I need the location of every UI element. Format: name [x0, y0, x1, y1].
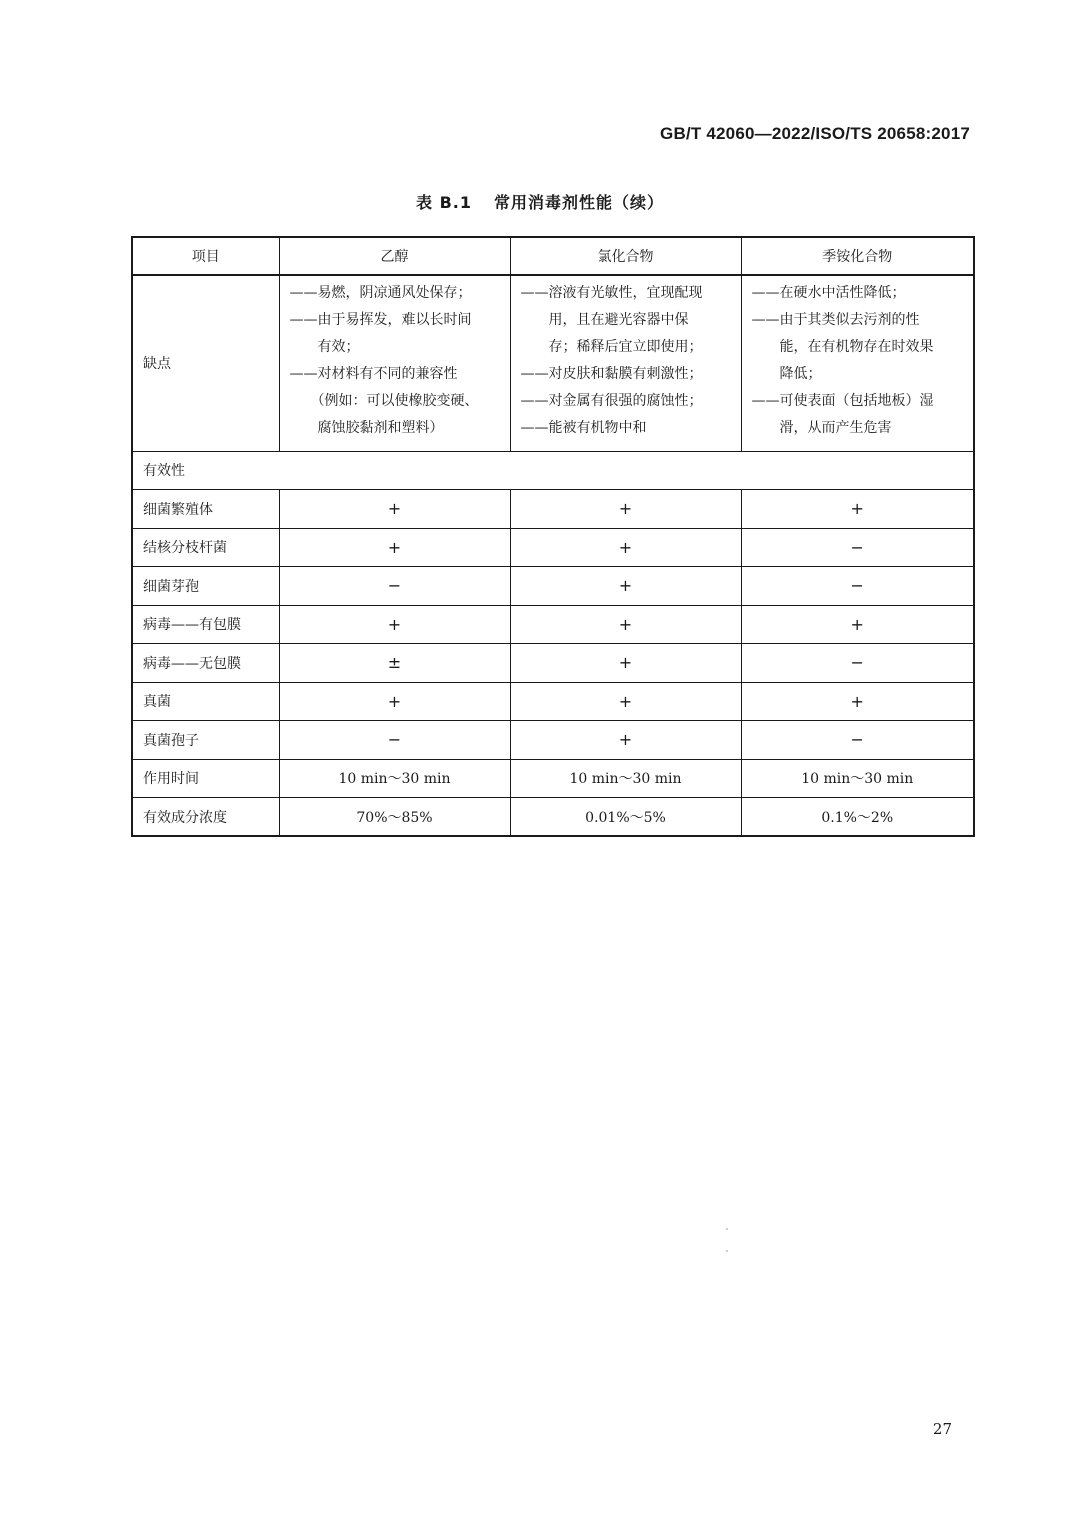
table-row [132, 759, 974, 798]
section-label: 有效性 [132, 451, 974, 490]
ethanol-cell: + [279, 682, 510, 721]
page-number: 27 [932, 1420, 952, 1438]
scan-speck [726, 1228, 728, 1230]
ethanol-cell: − [279, 567, 510, 606]
drawback-line: 能，在有机物存在时效果 [751, 339, 934, 355]
row-label: 作用时间 [132, 759, 279, 798]
chlorine-cell: 0.01%～5% [510, 798, 741, 837]
row-label: 细菌芽孢 [132, 567, 279, 606]
quat-cell: 10 min～30 min [741, 759, 974, 798]
chlorine-cell: + [510, 528, 741, 567]
ethanol-cell: 10 min～30 min [279, 759, 510, 798]
drawback-line: ——对皮肤和黏膜有刺激性； [520, 366, 703, 382]
chlorine-cell: + [510, 490, 741, 529]
table-row [132, 567, 974, 606]
drawback-line: ——溶液有光敏性，宜现配现 [520, 285, 703, 301]
scan-speck [726, 1250, 728, 1252]
column-header-quat: 季铵化合物 [741, 237, 974, 275]
disinfectant-performance-table [131, 236, 975, 837]
table-row [132, 644, 974, 683]
table-row [132, 798, 974, 837]
ethanol-cell: + [279, 490, 510, 529]
table-row [132, 682, 974, 721]
table-row [132, 721, 974, 760]
row-label: 结核分枝杆菌 [132, 528, 279, 567]
drawback-line: ——对材料有不同的兼容性 [289, 366, 458, 382]
column-header-item: 项目 [132, 237, 279, 275]
quat-cell: + [741, 682, 974, 721]
row-label: 真菌孢子 [132, 721, 279, 760]
effectiveness-section-row [132, 451, 974, 490]
drawbacks-row [132, 275, 974, 451]
table-title [0, 190, 1080, 213]
chlorine-cell: + [510, 605, 741, 644]
chlorine-cell: + [510, 682, 741, 721]
chlorine-cell: + [510, 644, 741, 683]
table-caption: 常用消毒剂性能（续） [493, 193, 664, 212]
drawback-line: 滑，从而产生危害 [751, 420, 892, 436]
drawback-line: ——可使表面（包括地板）湿 [751, 393, 934, 409]
row-label: 病毒——有包膜 [132, 605, 279, 644]
table-number: 表 B.1 [416, 193, 472, 212]
row-label: 细菌繁殖体 [132, 490, 279, 529]
drawback-line: ——对金属有很强的腐蚀性； [520, 393, 703, 409]
chlorine-cell: 10 min～30 min [510, 759, 741, 798]
column-header-ethanol: 乙醇 [279, 237, 510, 275]
drawback-line: ——由于易挥发，难以长时间 [289, 312, 472, 328]
ethanol-cell: + [279, 605, 510, 644]
drawback-line: ——易燃，阴凉通风处保存； [289, 285, 472, 301]
quat-cell: − [741, 528, 974, 567]
drawback-line: （例如：可以使橡胶变硬、 [289, 393, 479, 409]
quat-cell: 0.1%～2% [741, 798, 974, 837]
drawback-line: 有效； [289, 339, 360, 355]
drawback-line: ——由于其类似去污剂的性 [751, 312, 920, 328]
chlorine-cell: + [510, 721, 741, 760]
standard-number-header: GB/T 42060—2022/ISO/TS 20658:2017 [660, 124, 970, 143]
table-row [132, 528, 974, 567]
drawback-line: ——能被有机物中和 [520, 420, 647, 436]
quat-cell: + [741, 605, 974, 644]
ethanol-cell: ± [279, 644, 510, 683]
chlorine-cell: + [510, 567, 741, 606]
table-header-row [132, 237, 974, 275]
drawback-line: 腐蚀胶黏剂和塑料） [289, 420, 444, 436]
ethanol-cell: 70%～85% [279, 798, 510, 837]
drawback-line: 降低； [751, 366, 822, 382]
row-label: 真菌 [132, 682, 279, 721]
chlorine-drawbacks [510, 275, 741, 451]
drawback-line: 用，且在避光容器中保 [520, 312, 689, 328]
quat-cell: − [741, 721, 974, 760]
drawback-line: 存；稀释后宜立即使用； [520, 339, 703, 355]
ethanol-cell: + [279, 528, 510, 567]
quat-drawbacks [741, 275, 974, 451]
drawback-line: ——在硬水中活性降低； [751, 285, 906, 301]
row-label: 有效成分浓度 [132, 798, 279, 837]
row-label: 病毒——无包膜 [132, 644, 279, 683]
column-header-chlorine: 氯化合物 [510, 237, 741, 275]
row-label: 缺点 [132, 275, 279, 451]
table-row [132, 490, 974, 529]
table-row [132, 605, 974, 644]
ethanol-cell: − [279, 721, 510, 760]
quat-cell: − [741, 567, 974, 606]
ethanol-drawbacks [279, 275, 510, 451]
quat-cell: + [741, 490, 974, 529]
quat-cell: − [741, 644, 974, 683]
